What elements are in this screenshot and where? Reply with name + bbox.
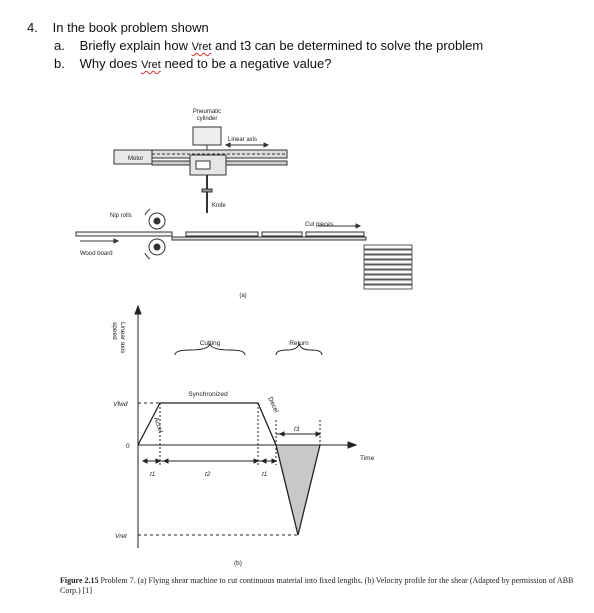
part-b-label: b. <box>54 56 65 71</box>
question-text: In the book problem shown <box>52 20 209 35</box>
t2-label: t2 <box>205 471 211 478</box>
part-b-vret: Vret <box>141 59 161 71</box>
cut-piece <box>262 232 302 236</box>
y-axis-label-2: speed <box>111 322 118 340</box>
question-part-b <box>54 56 331 73</box>
caption-label: Figure 2.15 <box>60 576 99 585</box>
part-a-pre: Briefly explain how <box>79 38 189 53</box>
nip-rolls-label: Nip rolls <box>110 213 132 219</box>
cut-piece <box>306 232 364 236</box>
part-a-label: a. <box>54 38 65 53</box>
figure-b-velocity-profile <box>0 300 594 570</box>
t1-label-a: t1 <box>150 471 156 478</box>
pneumatic-label-2: cylinder <box>196 116 218 122</box>
synchronized-label: Synchronized <box>188 391 228 398</box>
cut-pieces-stack <box>364 245 412 289</box>
question-part-a <box>54 38 483 55</box>
cut-piece <box>186 232 258 236</box>
figure-b-sublabel: (b) <box>234 560 242 567</box>
knife-label: Knife <box>212 203 226 209</box>
t1-label-b: t1 <box>262 471 268 478</box>
part-a-rest: and t3 can be determined to solve the problem <box>215 38 484 53</box>
time-label: Time <box>360 455 375 462</box>
question-number: 4. <box>27 20 38 35</box>
motor-label: Motor <box>128 156 144 162</box>
return-label: Return <box>289 340 309 347</box>
figure-a-machine <box>0 95 594 310</box>
part-b-pre: Why does <box>79 56 138 71</box>
part-b-post: need to be a negative value? <box>164 56 332 71</box>
t3-label: t3 <box>294 426 300 433</box>
linear-axis-label: Linear axis <box>228 137 258 143</box>
part-a-vret: Vret <box>191 41 212 53</box>
cutting-label: Cutting <box>199 340 221 347</box>
decel-label: Decel <box>266 395 280 414</box>
cut-pieces-label: Cut pieces <box>305 222 334 228</box>
figure-caption <box>60 576 580 596</box>
question-line <box>27 20 209 36</box>
pneumatic-label-1: Pneumatic <box>192 109 222 115</box>
return-region-shade <box>276 445 320 535</box>
wood-board <box>76 232 172 236</box>
accel-label: Accel <box>152 416 164 434</box>
zero-label: 0 <box>126 443 130 450</box>
vfwd-label: Vfwd <box>113 401 128 408</box>
wood-board-label: Wood board <box>80 251 113 257</box>
y-axis-label-1: Linear axis <box>119 322 126 354</box>
pneumatic-cylinder <box>193 127 221 145</box>
figure-a-sublabel: (a) <box>239 293 247 299</box>
vret-label: Vret <box>115 533 127 540</box>
caption-text: Problem 7. (a) Flying shear machine to cut continuous material into fixed lengths. (b) Velocity profile for the shear (Adapted by permission of ABB Corp.) [1] <box>60 576 574 595</box>
